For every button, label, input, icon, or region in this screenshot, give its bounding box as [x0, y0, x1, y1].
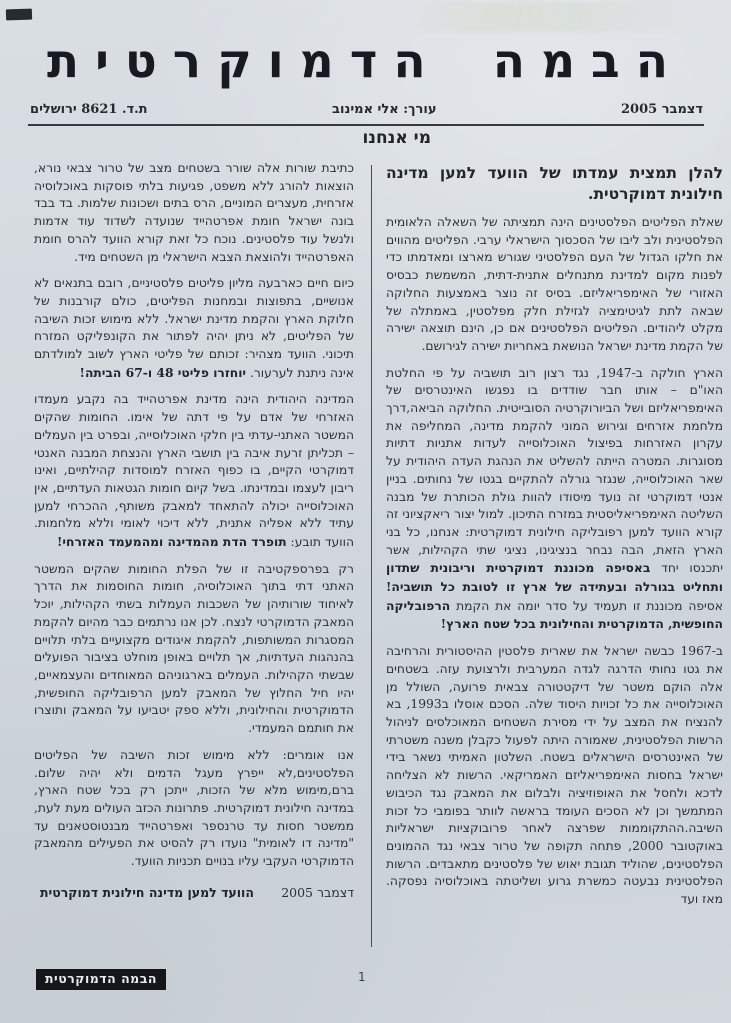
body-paragraph: המדינה היהודית הינה מדינת אפרטהייד בה נקבע מעמדו האזרחי של אדם על פי דתה של אימו. החומות שהקים המשטר האתני-עדתי בין חלקי האוכלוסייה, ובפרט בין העמלים – תכליתן זרעת איבה בין תושבי הארץ והנצחת המבנה האנטי דמוקרטי הקיים, בו כפוף האזרח למוסדות קהילתיים, ואינו ריבון לעצמו ובמדינתו. בשל קיום חומות הגטאות העדתיים, אין האוכלוסייה יכולה להתאחד למאבק משותף, ההכרחי למען עתיד ללא אפליה אתנית, ללא דיכוי לאומי וללא מלחמות. הוועד תובע: תופרד הדת מהמדינה ומהמעמד האזרחי! — [34, 392, 354, 550]
editor-credit: עורך: אלי אמינוב — [332, 102, 437, 117]
subheader — [30, 102, 703, 117]
header-rule — [28, 124, 704, 126]
body-paragraph: כתיבת שורות אלה שורר בשטחים מצב של טרור צבאי נורא, הוצאות להורג ללא משפט, פגיעות בלתי פוסקות באוכלוסיה אזרחית, מעצרים המוניים, הרס בתים ושכונות שלמות. בד בבד בונה ישראל חומת אפרטהייד שנועדה לשדוד עוד אדמות ולנשל עוד פלסטינים. נוכח כל זאת קורא הוועד להרס חומת האפרטהייד ולהוצאת הצבא הישראלי מן השטחים מיד. — [34, 161, 354, 264]
scan-smudge — [401, 2, 701, 32]
article-body — [34, 160, 723, 960]
page-number: 1 — [358, 970, 366, 984]
body-paragraph: כיום חיים כארבעה מליון פליטים פלסטיניים, רובם בתנאים לא אנושיים, בתפוצות ובמחנות הפליטים, כולם קורבנות של חלוקת הארץ והקמת מדינת ישראל. ללא מימוש זכות השיבה של הפליטים, לא ניתן יהיה לפתור את הקונפליקט המזרח תיכוני. הוועד מצהיר: זכותם של פליטי הארץ לשוב למולדתם אינה ניתנת לערעור. יוחזרו פליטי 48 ו-67 הביתה! — [34, 276, 354, 380]
signature-date: דצמבר 2005 — [281, 884, 354, 900]
column-right — [371, 160, 723, 918]
section-title: מי אנחנו — [362, 128, 431, 148]
body-paragraph: שאלת הפליטים הפלסטינים הינה תמציתה של השאלה הלאומית הפלסטינית ולב ליבו של הסכסוך הישראלי ערבי. הפליטים מהווים את חלקו הגדול של העם הפלסטיני שגורש מארצו ומאדמתו כדי לפנות מקום למדינת מתנחלים אתנית-דתית, המשמשת כבסיס האזורי של האימפריאליזם. בסיס זה נוצר באמצעות החלוקה שבאה לתת לגיטימציה לגזילת חלק מפלסטין, באמתלה של מקלט ליהודים. הפליטים הפלסטינים אם כן, הינם תוצאה ישירה של הקמת מדינת ישראל הנושאת באחריות ישירה לגירושם. — [386, 215, 723, 353]
column-left — [34, 160, 371, 900]
masthead-title: הבמה הדמוקרטית — [47, 34, 684, 89]
body-paragraph: רק בפרספקטיבה זו של הפלת החומות שהקים המשטר האתני דתי בתוך האוכלוסיה, חומות החוסמות את הדרך לאיחוד שורותיהן של השכבות העמלות בשתי הקהילות, יוכל המאבק הדמוקרטי לנצח. לכן אנו נרתמים כבר מהיום להקמת המסגרות המשותפות, להקמת איגודים מקצועיים בלתי תלויים בהנהגות העדתיות, אך תלויים באופן מוחלט בציבור הפועלים שבשתי הקהילות. העמלים בארגוניהם המאוחדים והעצמאיים, יהיו חיל החלוץ של המאבק למען הרפובליקה החופשית, הדמוקרטית והחילונית, וללא ספק יטביעו על המאבק ותוצרו את חותמם המעמדי. — [34, 561, 354, 736]
body-paragraph: אנו אומרים: ללא מימוש זכות השיבה של הפליטים הפלסטינים,לא ייפרץ מעגל הדמים ולא יהיה שלום. ברם,מימוש מלא של הזכות, ייתכן רק בכל שטח הארץ, במדינה חילונית דמוקרטית. פתרונות הכזב העולים מעת לעת, ממשטר חסות עד טרנספר ואפרטהייד מבנטוסטאנים עד "מדינה דו לאומית" נועדו רק להסיט את הפעילים מהמאבק הדמוקרטי העקבי עליו בנויים תכניות הוועד. — [34, 747, 354, 869]
lead-paragraph: להלן תמצית עמדתו של הוועד למען מדינה חילונית דמוקרטית. — [386, 163, 723, 203]
body-paragraph: הארץ חולקה ב-1947, נגד רצון רוב תושביה על פי החלטת האו"ם – אותו חבר שודדים בו נפגשו האינטרסים של האימפריאליזם ושל הביורוקרטיה הסובייטית. החלוקה הביאה,דרך מלחמת אזרחים וגירוש המוני להקמת מדינה, המחליפה את עקרון האזרחות בפיצול האוכלוסייה לעדות אתניות דתיות מסוגרות. המטרה הייתה להשליט את הנהגת העדה היהודית על שאר האוכלוסייה, שנגזר גורלה להתקיים בגטו של נחותים. בניין אנטי דמוקרטי זה נועד מיסודו להוות גולת הכותרת של מבנה השליטה האימפריאליסטית במזרח התיכון. למול יצור ריאקציוני זה קורא הוועד למען רפובליקה חילונית דמוקרטית: אנחנו, כל בני הארץ הזאת, הבה נבחר בנציגינו, נציגי שתי הקהילות, אשר יתכנסו יחד באסיפה מכוננת דמוקרטית וריבונית שתדון ותחליט בגורלה ובעתידה של ארץ זו לטובת כל תושביה! אסיפה מכוננת זו תעמיד על סדר יומה את הקמת הרפובליקה החופשית, הדמוקרטית והחילונית בכל שטח הארץ! — [386, 365, 723, 632]
footer-logo-badge: הבמה הדמוקרטית — [36, 969, 166, 990]
issue-date: דצמבר 2005 — [620, 102, 703, 117]
signature-row — [34, 885, 354, 900]
scan-mark — [6, 9, 32, 21]
po-box-address: ת.ד. 8621 ירושלים — [30, 102, 148, 117]
signature-name: הוועד למען מדינה חילונית דמוקרטית — [40, 884, 254, 900]
body-paragraph: ב-1967 כבשה ישראל את שארית פלסטין ההיסטורית והרחיבה את גטו נחותי הדרגה לגדה המערבית ולרצועת עזה. בשטחים אלה הוקם משטר של דיקטטורה צבאית פרועה, השולל מן האוכלוסייה את כל זכויות היסוד שלה. הסכם אוסלו ב1993, בא להנציח את המצב על ידי מסירת השטחים המאוכלסים לניהול הרשות הפלסטינית, שאמורה היתה לפעול כקבלן משנה משטרתי של האינטרסים הישראלים בשטח. השלטון האמיתי נשאר בידי ישראל בחסות האימפריאליזם האמריקאי. הרשות לא הצליחה לדכא ולחסל את האופוזיציה ולבלום את המאבק נגד הכיבוש המתמשך וכן לא הסכים העומד בראשה לוותר בפומבי כל זכות השיבה.ההתקוממות שפרצה לאחר פרובוקציות ישראליות באוקטובר 2000, פתחה תקופה של טרור צבאי נגד ההמונים הפלסטינים, שהוליד תגובת יאוש של פלסטינים מתאבדים. הרשות הפלסטינית נבעטה כמשרת גרוע ושליטתה באוכלוסיה נפסקה. מאז ועד — [386, 644, 723, 907]
